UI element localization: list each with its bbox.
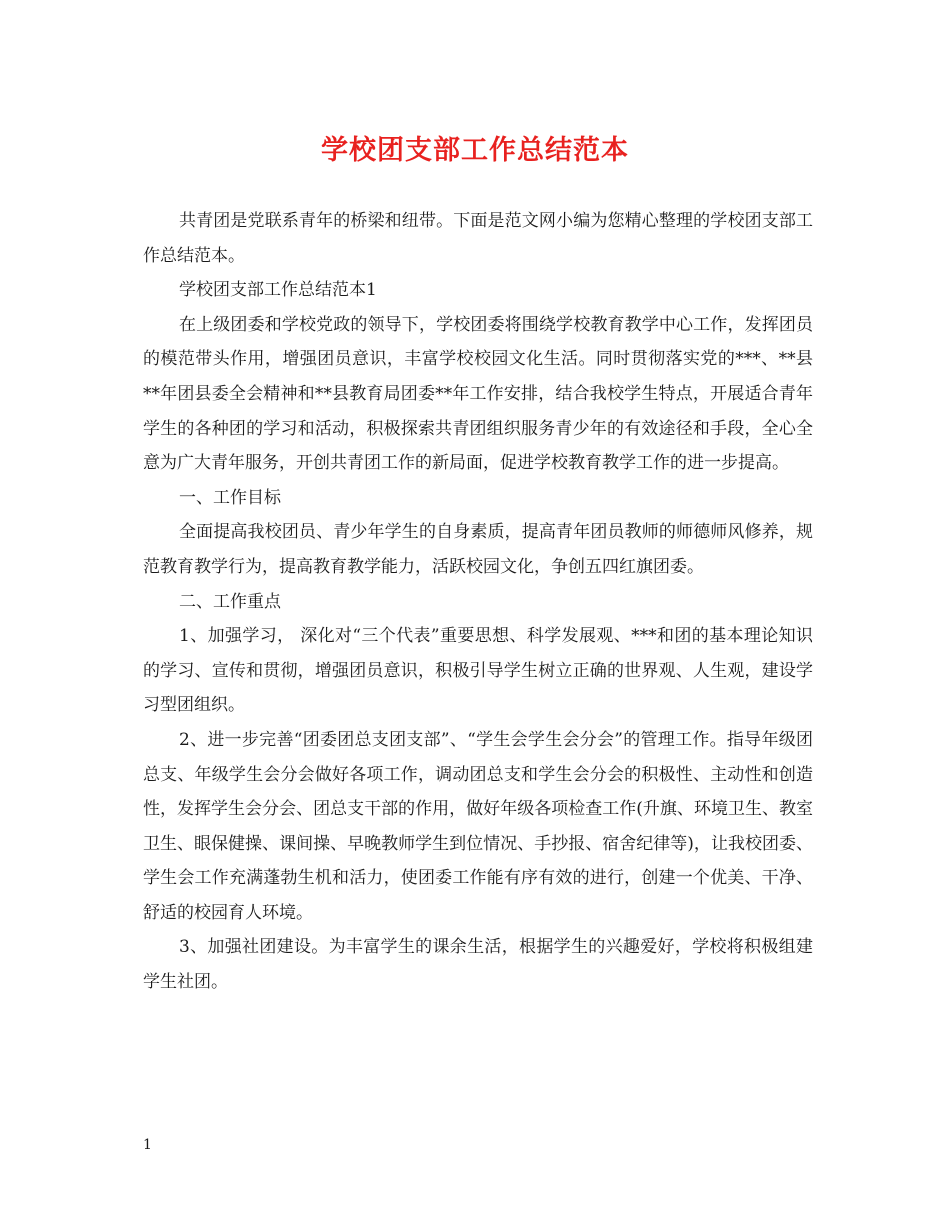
paragraph-focus-2: 2、进一步完善“团委团总支团支部”、“学生会学生会分会”的管理工作。指导年级团总支、年级学生会分会做好各项工作，调动团总支和学生会分会的积极性、主动性和创造性，发挥学生会分会、团总支干部的作用，做好年级各项检查工作(升旗、环境卫生、教室卫生、眼保健操、课间操、早晚教师学生到位情况、手抄报、宿舍纪律等)，让我校团委、学生会工作充满蓬勃生机和活力，使团委工作能有序有效的进行，创建一个优美、干净、舒适的校园育人环境。 bbox=[143, 729, 813, 923]
paragraph-focus-3: 3、加强社团建设。为丰富学生的课余生活，根据学生的兴趣爱好，学校将积极组建学生社团。 bbox=[143, 937, 813, 993]
page-title: 学校团支部工作总结范本 bbox=[321, 135, 629, 166]
document-body bbox=[143, 204, 813, 1000]
heading-work-focus: 二、工作重点 bbox=[179, 591, 281, 612]
paragraph-work-goals: 全面提高我校团员、青少年学生的自身素质，提高青年团员教师的师德师风修养，规范教育教学行为，提高教育教学能力，活跃校园文化，争创五四红旗团委。 bbox=[143, 522, 813, 577]
paragraph-intro: 共青团是党联系青年的桥梁和纽带。下面是范文网小编为您精心整理的学校团支部工作总结范本。 bbox=[143, 211, 813, 266]
paragraph-overview: 在上级团委和学校党政的领导下，学校团委将围绕学校教育教学中心工作，发挥团员的模范带头作用，增强团员意识，丰富学校校园文化生活。同时贯彻落实党的***、**县**年团县委全会精神和**县教育局团委**年工作安排，结合我校学生特点，开展适合青年学生的各种团的学习和活动，积极探索共青团组织服务青少年的有效途径和手段，全心全意为广大青年服务，开创共青团工作的新局面，促进学校教育教学工作的进一步提高。 bbox=[143, 314, 813, 474]
section-heading-sample-1: 学校团支部工作总结范本1 bbox=[179, 280, 377, 301]
paragraph-focus-1: 1、加强学习， 深化对“三个代表”重要思想、科学发展观、***和团的基本理论知识的学习、宣传和贯彻，增强团员意识，积极引导学生树立正确的世界观、人生观，建设学习型团组织。 bbox=[143, 626, 813, 716]
page-number: 1 bbox=[143, 1137, 152, 1153]
heading-work-goals: 一、工作目标 bbox=[179, 487, 281, 508]
